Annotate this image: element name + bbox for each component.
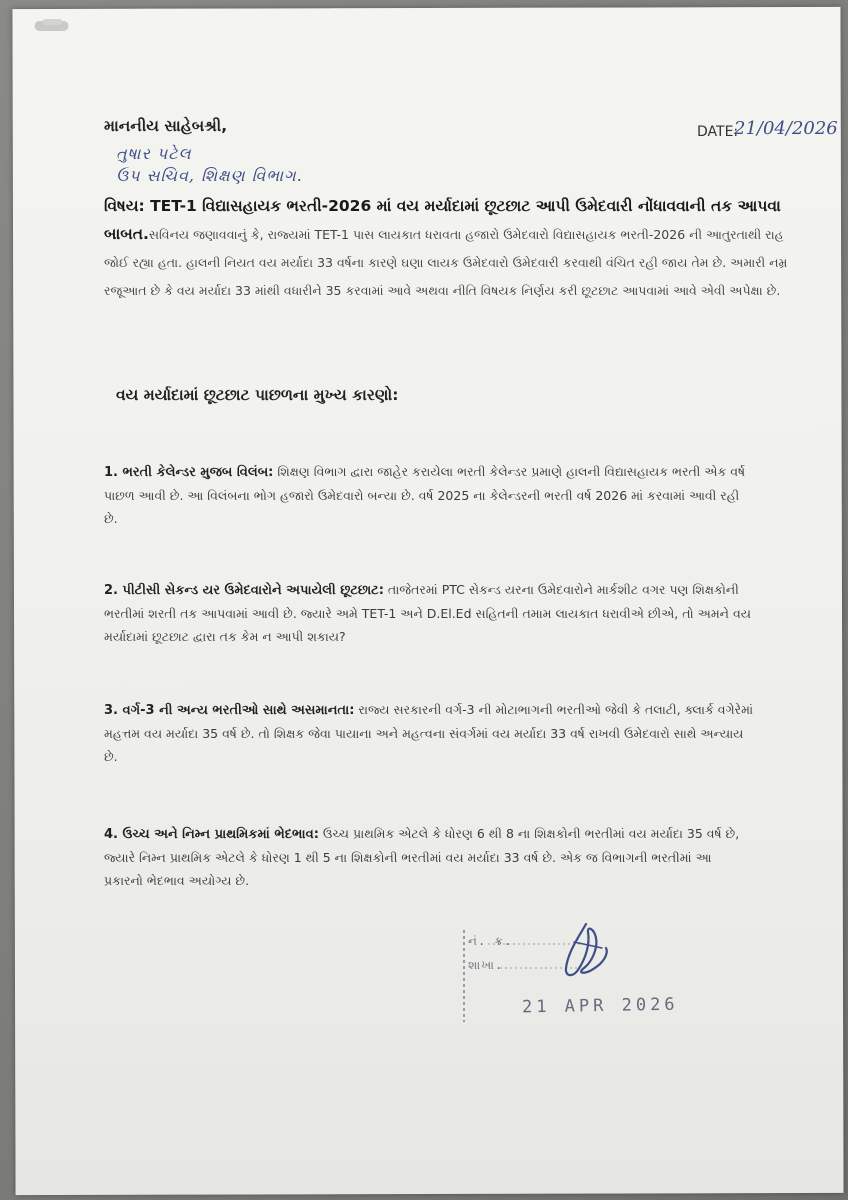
reason-body: ઉચ્ચ પ્રાથમિક એટલે કે ધોરણ 6 થી 8 ના શિક્ષકોની ભરતીમાં વય મર્યાદા 35 વર્ષ છે, જ્યારે નિમ્ન પ્રાથમિક એટલે કે ધોરણ 1 થી 5 ના શિક્ષકોની ભરતીમાં વય મર્યાદા 33 વર્ષ છે. એક જ વિભાગની ભરતીમાં આ પ્રકારનો ભેદભાવ અયોગ્ય છે.	[104, 826, 740, 888]
stamp-number-line: નં. ક્ર.	[468, 934, 513, 948]
reason-body: રાજ્ય સરકારની વર્ગ-3 ની મોટાભાગની ભરતીઓ જેવી કે તલાટી, ક્લાર્ક વગેરેમાં મહત્તમ વય મર્યાદા 35 વર્ષ છે. તો શિક્ષક જેવા પાયાના અને મહત્વના સંવર્ગમાં વય મર્યાદા 33 વર્ષ રાખવી ઉમેદવારો સાથે અન્યાય છે.	[104, 702, 754, 764]
reason-point	[104, 822, 754, 892]
reason-title: 4. ઉચ્ચ અને નિમ્ન પ્રાથમિકમાં ભેદભાવ:	[104, 827, 319, 842]
letter-subject	[104, 192, 794, 304]
reason-title: 1. ભરતી કેલેન્ડર મુજબ વિલંબ:	[104, 465, 274, 480]
stamp-section-line: શાખા.	[468, 958, 504, 972]
reasons-heading: વય મર્યાદામાં છૂટછાટ પાછળના મુખ્ય કારણો:	[116, 386, 399, 404]
reason-body: તાજેતરમાં PTC સેકન્ડ યરના ઉમેદવારોને માર્કશીટ વગર પણ શિક્ષકોની ભરતીમાં શરતી તક આપવામાં આવી છે. જ્યારે અમે TET-1 અને D.El.Ed સહિતની તમામ લાયકાત ધરાવીએ છીએ, તો અમને વય મર્યાદામાં છૂટછાટ દ્વારા તક કેમ ન આપી શકાય?	[104, 582, 751, 644]
subject-title: વિષય: TET-1 વિદ્યાસહાયક ભરતી-2026 માં વય મર્યાદામાં છૂટછાટ આપી ઉમેદવારી નોંધાવવાની તક આપવા બાબત.	[104, 197, 781, 243]
handwritten-date: 21/04/2026	[734, 118, 838, 139]
date-label: DATE:	[697, 124, 739, 140]
reason-title: 2. પીટીસી સેકન્ડ યર ઉમેદવારોને અપાયેલી છૂટછાટ:	[104, 583, 384, 598]
letter-greeting: માનનીય સાહેબશ્રી,	[104, 117, 228, 135]
reason-point	[104, 698, 754, 768]
stamp-date: 21 APR 2026	[521, 994, 679, 1018]
handwritten-recipient-name: તુષાર પટેલ	[116, 144, 192, 163]
handwritten-recipient-title: ઉપ સચિવ, શિક્ષણ વિભાગ.	[116, 166, 303, 185]
reason-body: શિક્ષણ વિભાગ દ્વારા જાહેર કરાયેલા ભરતી કેલેન્ડર પ્રમાણે હાલની વિદ્યાસહાયક ભરતી એક વર્ષ પાછળ આવી છે. આ વિલંબના ભોગ હજારો ઉમેદવારો બન્યા છે. વર્ષ 2025 ના કેલેન્ડરની ભરતી વર્ષ 2026 માં કરવામાં આવી રહી છે.	[104, 464, 746, 526]
punch-hole	[42, 19, 62, 25]
reason-point	[104, 578, 754, 648]
reason-point	[104, 460, 754, 530]
signature	[556, 918, 616, 988]
reason-title: 3. વર્ગ-3 ની અન્ય ભરતીઓ સાથે અસમાનતા:	[104, 703, 355, 718]
subject-body: સવિનય જણાવવાનું કે, રાજ્યમાં TET-1 પાસ લાયકાત ધરાવતા હજારો ઉમેદવારો વિદ્યાસહાયક ભરતી-2026 ની આતુરતાથી રાહ જોઈ રહ્યા હતા. હાલની નિયત વય મર્યાદા 33 વર્ષના કારણે ઘણા લાયક ઉમેદવારો ઉમેદવારી કરવાથી વંચિત રહી જાય તેમ છે. અમારી નમ્ર રજૂઆત છે કે વય મર્યાદા 33 માંથી વધારીને 35 કરવામાં આવે અથવા નીતિ વિષયક નિર્ણય કરી છૂટછાટ આપવામાં આવે એવી અપેક્ષા છે.	[104, 227, 788, 298]
